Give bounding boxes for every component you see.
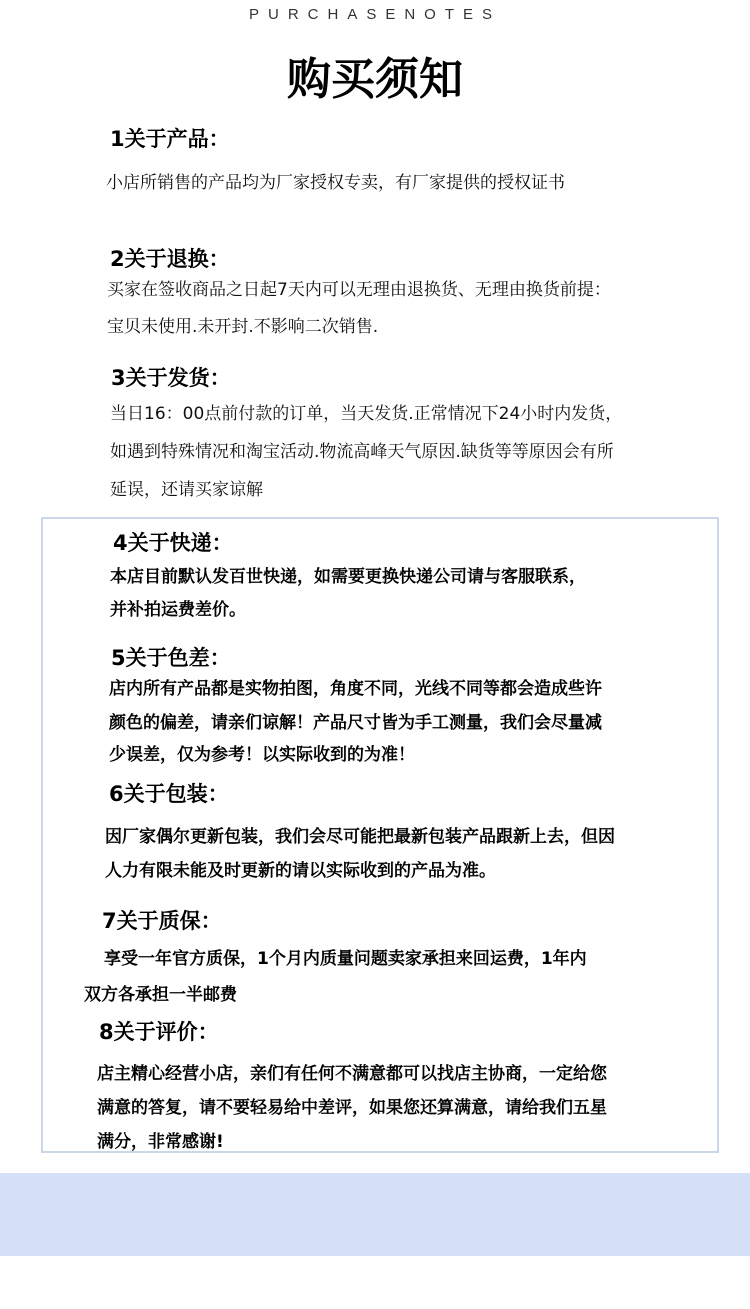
section-3-line-3: 延误，还请买家谅解 — [110, 480, 263, 500]
page-title: 购买须知 — [287, 54, 463, 105]
section-5-line-3: 少误差，仅为参考！以实际收到的为准！ — [109, 745, 415, 765]
section-3-line-1: 当日16：00点前付款的订单，当天发货.正常情况下24小时内发货， — [110, 404, 623, 424]
section-7-line-1: 享受一年官方质保，1个月内质量问题卖家承担来回运费，1年内 — [104, 949, 587, 969]
section-5-heading: 5关于色差： — [111, 646, 231, 670]
section-8-line-3: 满分，非常感谢! — [97, 1132, 224, 1152]
section-3-heading: 3关于发货： — [111, 366, 231, 390]
section-7-heading: 7关于质保： — [102, 909, 222, 933]
section-6-heading: 6关于包装： — [109, 782, 229, 806]
section-4-line-2: 并补拍运费差价。 — [110, 600, 246, 620]
section-4-line-1: 本店目前默认发百世快递，如需要更换快递公司请与客服联系， — [110, 567, 586, 587]
section-1-heading: 1关于产品： — [110, 127, 230, 151]
section-6-line-2: 人力有限未能及时更新的请以实际收到的产品为准。 — [105, 861, 496, 881]
section-1-line-1: 小店所销售的产品均为厂家授权专卖，有厂家提供的授权证书 — [106, 173, 565, 193]
section-8-line-1: 店主精心经营小店，亲们有任何不满意都可以找店主协商，一定给您 — [97, 1064, 607, 1084]
section-7-line-2: 双方各承担一半邮费 — [84, 985, 237, 1005]
section-3-line-2: 如遇到特殊情况和淘宝活动.物流高峰天气原因.缺货等等原因会有所 — [110, 442, 614, 462]
section-8-heading: 8关于评价： — [99, 1020, 219, 1044]
section-5-line-2: 颜色的偏差，请亲们谅解！产品尺寸皆为手工测量，我们会尽量减 — [109, 713, 602, 733]
section-5-line-1: 店内所有产品都是实物拍图，角度不同，光线不同等都会造成些许 — [109, 679, 602, 699]
section-2-heading: 2关于退换： — [110, 247, 230, 271]
section-2-line-1: 买家在签收商品之日起7天内可以无理由退换货、无理由换货前提： — [107, 280, 611, 300]
section-2-line-2: 宝贝未使用.未开封.不影响二次销售. — [107, 317, 379, 337]
page-subtitle: PURCHASENOTES — [248, 6, 502, 23]
section-4-heading: 4关于快递： — [113, 531, 233, 555]
section-6-line-1: 因厂家偶尔更新包装，我们会尽可能把最新包装产品跟新上去，但因 — [105, 827, 615, 847]
section-8-line-2: 满意的答复，请不要轻易给中差评，如果您还算满意，请给我们五星 — [97, 1098, 607, 1118]
footer-band — [0, 1173, 750, 1256]
